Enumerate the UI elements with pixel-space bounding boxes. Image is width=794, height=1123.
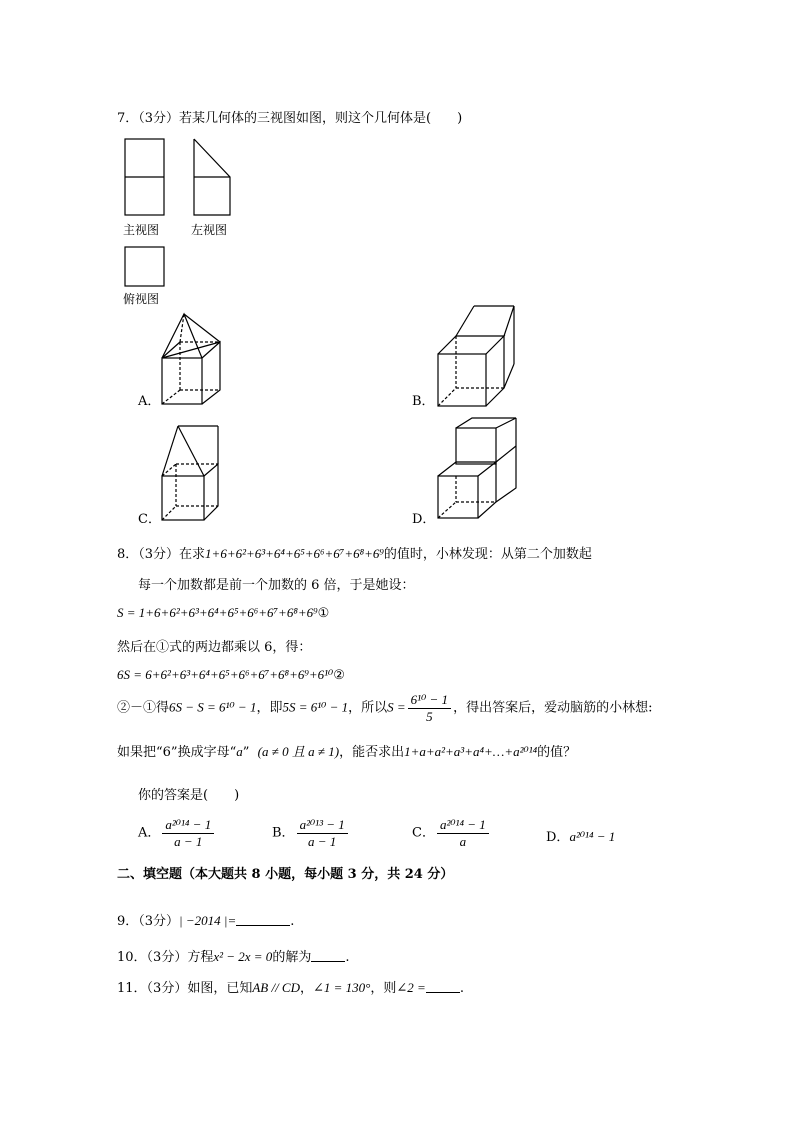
q8-ask: 你的答案是( ): [138, 788, 240, 803]
q8-choice-d-expr: a²⁰¹⁴ − 1: [569, 829, 616, 844]
q8-choice-d: [546, 826, 615, 845]
q9-prefix: 9．（3分）: [117, 914, 180, 929]
q9-answer-blank[interactable]: [236, 913, 290, 926]
top-view-figure: [124, 246, 166, 288]
q8-choice-b-fraction: [297, 818, 348, 848]
q8-line1-expr: 1+6+6²+6³+6⁴+6⁵+6⁶+6⁷+6⁸+6⁹: [205, 546, 384, 561]
q11-e3: ∠2 =: [396, 980, 426, 995]
q8-eq2-mark: ②: [333, 668, 345, 683]
q11-suffix: .: [459, 981, 464, 996]
q10: [117, 946, 349, 965]
q7-option-b-figure: [434, 304, 518, 408]
q7-option-c-figure: [158, 424, 224, 524]
q8-line7: [117, 741, 576, 760]
q9-suffix: .: [290, 914, 295, 929]
section-2-heading: 二、填空题（本大题共 8 小题，每小题 3 分，共 24 分）: [117, 867, 454, 882]
q8-line7-cond: (a ≠ 0 且 a ≠ 1): [257, 744, 340, 759]
q8-eq1-expr: S = 1+6+6²+6³+6⁴+6⁵+6⁶+6⁷+6⁸+6⁹: [117, 605, 318, 620]
q8-choice-a-label: A．: [138, 825, 161, 841]
q10-prefix: 10．（3分）方程: [117, 950, 214, 965]
front-left-views-figure: [124, 138, 234, 218]
q8-choice-b-num: a²⁰¹³ − 1: [297, 818, 348, 834]
q10-suffix: .: [345, 950, 350, 965]
q8-line7-expr: 1+a+a²+a³+a⁴+…+a²⁰¹⁴: [404, 744, 538, 759]
q8-line7-a: 如果把“6”换成字母“: [117, 745, 237, 760]
q8-eq1: [117, 605, 329, 621]
q9: [117, 910, 294, 929]
q7-option-d-figure: [434, 416, 524, 524]
q8-line6-fraction: [408, 693, 451, 723]
q8-choice-b-den: a − 1: [308, 833, 337, 849]
q11-c1: ，: [300, 981, 314, 996]
front-view-label: 主视图: [123, 223, 160, 237]
q9-expr: | −2014 |=: [179, 913, 237, 928]
top-view-rect: [125, 247, 164, 286]
q8-choice-b: [272, 818, 350, 848]
q11-e1: AB // CD: [252, 980, 300, 995]
q10-mid: 的解为: [272, 950, 312, 965]
q8-line6-fraction-den: 5: [426, 708, 433, 724]
q10-expr: x² − 2x = 0: [213, 949, 273, 964]
q8-choice-a-den: a − 1: [174, 833, 203, 849]
q8-choice-a-num: a²⁰¹⁴ − 1: [162, 818, 214, 834]
q8-choice-c-den: a: [459, 833, 467, 849]
q8-line6-fraction-num: 6¹⁰ − 1: [408, 693, 451, 709]
q8-eq2: [117, 667, 345, 683]
q8-choice-c-fraction: [437, 818, 489, 848]
q8-line7-letter: a: [236, 744, 243, 759]
q8-choice-b-label: B．: [272, 825, 295, 841]
q8-choice-c-label: C．: [412, 825, 435, 841]
q8-line6-s: S =: [387, 699, 406, 715]
q7-option-b-label: B．: [412, 394, 435, 409]
q10-answer-blank[interactable]: [311, 949, 345, 962]
q8-line7-b: ”: [242, 745, 250, 760]
q7-option-d-label: D．: [412, 512, 436, 527]
q7-option-a-label: A．: [138, 394, 161, 409]
left-view-label: 左视图: [191, 223, 228, 237]
q8-line1-text-b: 的值时，小林发现：从第二个加数起: [383, 547, 592, 562]
q8-choice-c-num: a²⁰¹⁴ − 1: [437, 818, 489, 834]
q8-line6-b: ，即: [256, 700, 283, 716]
q8-line2: 每一个加数都是前一个加数的 6 倍，于是她设：: [138, 578, 415, 593]
q11-prefix: 11．（3分）如图，已知: [117, 981, 253, 996]
q7-option-c-label: C．: [138, 512, 161, 527]
q8-eq1-mark: ①: [317, 606, 330, 621]
q11: [117, 977, 464, 996]
q8-choice-a-fraction: [162, 818, 214, 848]
q8-line1: [117, 543, 592, 562]
q8-choice-d-label: D．: [546, 830, 570, 845]
q8-line6-d: ，得出答案后，爱动脑筋的小林想:: [453, 700, 653, 716]
q8-line6-e1: 6S − S = 6¹⁰ − 1: [169, 699, 257, 715]
q8-line6-c: ，所以: [348, 700, 388, 716]
q8-line7-d: 的值？: [537, 745, 577, 760]
q8-choice-c: [412, 818, 491, 848]
q7-stem: 7．（3分）若某几何体的三视图如图，则这个几何体是( ): [117, 111, 463, 126]
top-view-label: 俯视图: [123, 292, 160, 306]
q8-eq2-expr: 6S = 6+6²+6³+6⁴+6⁵+6⁶+6⁷+6⁸+6⁹+6¹⁰: [117, 667, 334, 682]
q8-choice-a: [138, 818, 216, 848]
q11-c2: ，则: [370, 981, 397, 996]
q11-answer-blank[interactable]: [426, 980, 460, 993]
q11-e2: ∠1 = 130°: [313, 980, 371, 995]
q8-line6: [117, 693, 652, 723]
q8-line6-a: ②－①得: [117, 700, 170, 716]
q8-line7-c: ，能否求出: [339, 745, 405, 760]
q8-line6-e2: 5S = 6¹⁰ − 1: [282, 699, 349, 715]
q7-option-a-figure: [158, 312, 228, 408]
q8-line4: 然后在①式的两边都乘以 6，得：: [117, 640, 312, 655]
q8-line1-text-a: 8．（3分）在求: [117, 547, 206, 562]
